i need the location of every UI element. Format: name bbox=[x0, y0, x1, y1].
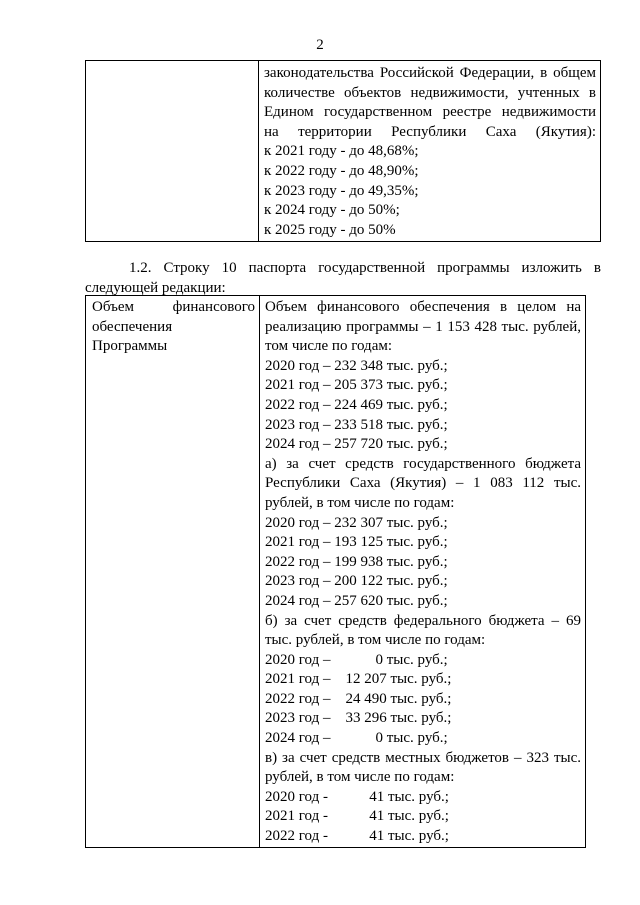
table-cell-empty bbox=[86, 61, 259, 242]
table-cell-value bbox=[260, 296, 586, 848]
value-line: 2024 год – 0 тыс. руб.; bbox=[265, 730, 448, 747]
value-line: 2020 год – 232 307 тыс. руб.; bbox=[265, 514, 448, 531]
value-line: реализацию программы – 1 153 428 тыс. рублей, bbox=[265, 318, 581, 335]
table-continuation bbox=[85, 60, 601, 242]
value-line: 2021 год – 205 373 тыс. руб.; bbox=[265, 377, 448, 394]
text-line: Едином государственном реестре недвижимости bbox=[264, 104, 596, 121]
value-line: 2022 год – 24 490 тыс. руб.; bbox=[265, 690, 452, 707]
value-line: 2021 год – 193 125 тыс. руб.; bbox=[265, 534, 448, 551]
table-row bbox=[86, 296, 586, 848]
label-line: Программы bbox=[92, 338, 168, 355]
value-line: 2023 год – 33 296 тыс. руб.; bbox=[265, 710, 452, 727]
text-line: на территории Республики Саха (Якутия): bbox=[264, 123, 596, 140]
table-financing bbox=[85, 295, 586, 848]
paragraph-line: 1.2. Строку 10 паспорта государственной программы изложить в bbox=[129, 260, 601, 276]
value-line: 2022 год – 224 469 тыс. руб.; bbox=[265, 396, 448, 413]
text-line: к 2024 году - до 50%; bbox=[264, 202, 400, 219]
value-line: 2022 год – 199 938 тыс. руб.; bbox=[265, 553, 448, 570]
value-line: 2021 год – 12 207 тыс. руб.; bbox=[265, 671, 452, 688]
label-line: обеспечения bbox=[92, 318, 173, 335]
value-line: 2020 год – 232 348 тыс. руб.; bbox=[265, 357, 448, 374]
value-line: рублей, в том числе по годам: bbox=[265, 769, 455, 786]
value-line: б) за счет средств федерального бюджета – 69 bbox=[265, 612, 581, 629]
text-line: к 2023 году - до 49,35%; bbox=[264, 182, 419, 199]
value-line: 2024 год – 257 720 тыс. руб.; bbox=[265, 436, 448, 453]
table-row bbox=[86, 61, 601, 242]
text-line: законодательства Российской Федерации, в общем bbox=[264, 65, 596, 81]
value-line: 2023 год – 200 122 тыс. руб.; bbox=[265, 573, 448, 590]
value-line: 2023 год – 233 518 тыс. руб.; bbox=[265, 416, 448, 433]
page-number: 2 bbox=[316, 37, 324, 53]
value-line: 2022 год - 41 тыс. руб.; bbox=[265, 828, 449, 845]
value-line: а) за счет средств государственного бюджета bbox=[265, 455, 581, 472]
amendment-paragraph bbox=[85, 258, 601, 298]
text-line: к 2021 году - до 48,68%; bbox=[264, 143, 419, 160]
paragraph-line: следующей редакции: bbox=[85, 280, 226, 296]
value-line: 2024 год – 257 620 тыс. руб.; bbox=[265, 592, 448, 609]
value-line: 2020 год – 0 тыс. руб.; bbox=[265, 651, 448, 668]
value-line: Республики Саха (Якутия) – 1 083 112 тыс. bbox=[265, 475, 581, 492]
value-line: 2021 год - 41 тыс. руб.; bbox=[265, 808, 449, 825]
table-cell-indicators bbox=[259, 61, 601, 242]
text-line: к 2025 году - до 50% bbox=[264, 221, 396, 238]
value-line: том числе по годам: bbox=[265, 338, 393, 355]
label-line: Объем финансового bbox=[92, 299, 255, 315]
table-cell-label bbox=[86, 296, 260, 848]
value-line: тыс. рублей, в том числе по годам: bbox=[265, 632, 486, 649]
value-line: Объем финансового обеспечения в целом на bbox=[265, 299, 581, 315]
text-line: к 2022 году - до 48,90%; bbox=[264, 162, 419, 179]
value-line: рублей, в том числе по годам: bbox=[265, 494, 455, 511]
value-line: в) за счет средств местных бюджетов – 323 тыс. bbox=[265, 749, 581, 766]
text-line: количестве объектов недвижимости, учтенных в bbox=[264, 84, 596, 101]
value-line: 2020 год - 41 тыс. руб.; bbox=[265, 788, 449, 805]
